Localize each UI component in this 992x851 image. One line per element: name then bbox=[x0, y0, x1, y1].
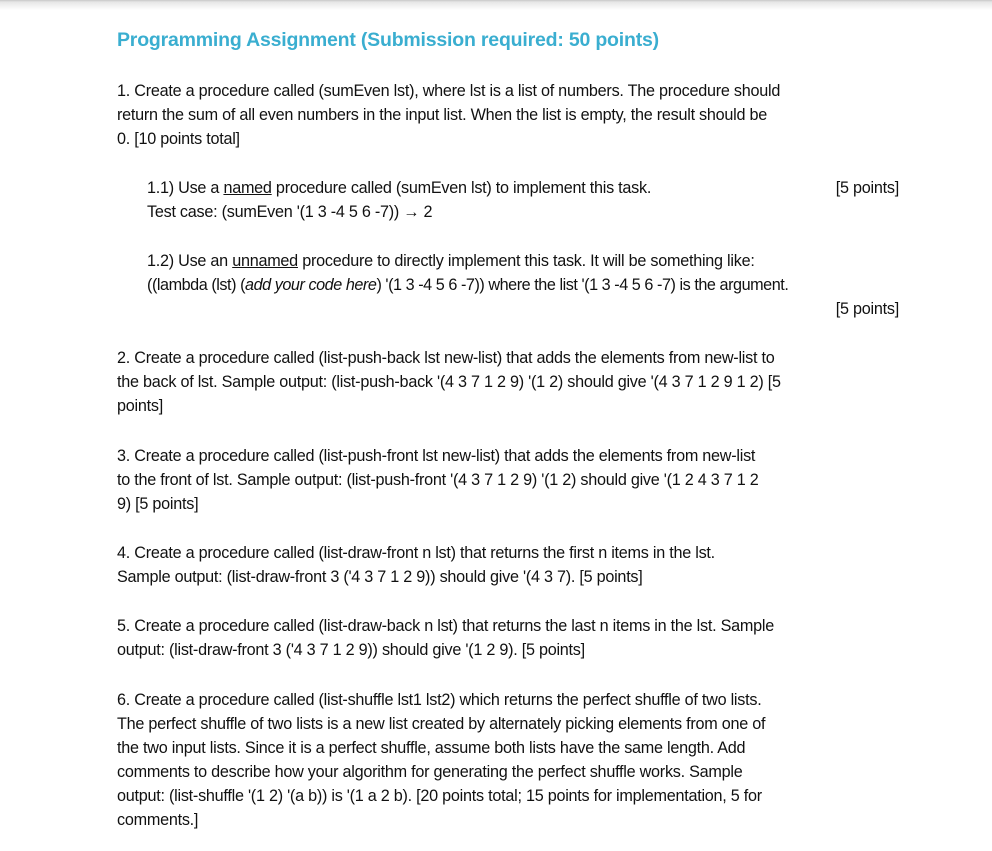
q1-1-suffix: procedure called (sumEven lst) to implement this task. bbox=[271, 179, 652, 197]
q6-line-4: comments to describe how your algorithm for generating the perfect shuffle works. Sample bbox=[117, 763, 743, 781]
q1-1-points: [5 points] bbox=[835, 179, 899, 197]
q1-2-points: [5 points] bbox=[835, 300, 899, 318]
question-6 bbox=[117, 688, 902, 832]
q1-2-code-post: ) '(1 3 -4 5 6 -7)) where the list '(1 3 -4 5 6 -7) is the argument. bbox=[376, 276, 789, 294]
q2-line-1: 2. Create a procedure called (list-push-back lst new-list) that adds the elements from new-list to bbox=[117, 349, 775, 367]
q5-line-2: output: (list-draw-front 3 ('4 3 7 1 2 9)) should give '(1 2 9). [5 points] bbox=[117, 641, 585, 659]
question-5 bbox=[117, 614, 902, 662]
q1-1-prefix: 1.1) Use a bbox=[147, 179, 224, 197]
q2-line-3: points] bbox=[117, 397, 163, 415]
q5-line-1: 5. Create a procedure called (list-draw-back n lst) that returns the last n items in the lst. Sample bbox=[117, 617, 774, 635]
q3-line-2: to the front of lst. Sample output: (list-push-front '(4 3 7 1 2 9) '(1 2) should give '(1 2 4 3 7 1 2 bbox=[117, 471, 759, 489]
question-1-2 bbox=[147, 249, 899, 321]
q1-1-test-case: Test case: (sumEven '(1 3 -4 5 6 -7)) → 2 bbox=[147, 203, 433, 221]
q1-1-line-1 bbox=[147, 176, 899, 200]
q1-2-prefix: 1.2) Use an bbox=[147, 252, 233, 270]
q1-line-1: 1. Create a procedure called (sumEven lst), where lst is a list of numbers. The procedure should bbox=[117, 82, 781, 100]
q1-2-emphasis: unnamed bbox=[232, 252, 298, 270]
q1-2-line-2 bbox=[147, 273, 899, 297]
q3-line-1: 3. Create a procedure called (list-push-front lst new-list) that adds the elements from new-list bbox=[117, 447, 756, 465]
q1-2-code-pre: ((lambda (lst) ( bbox=[147, 276, 246, 294]
q6-line-2: The perfect shuffle of two lists is a new list created by alternately picking elements from one of bbox=[117, 715, 766, 733]
q1-2-line-1 bbox=[147, 249, 899, 273]
q1-line-3: 0. [10 points total] bbox=[117, 130, 240, 148]
q6-line-1: 6. Create a procedure called (list-shuffle lst1 lst2) which returns the perfect shuffle of two lists. bbox=[117, 691, 762, 709]
q1-2-suffix: procedure to directly implement this task. It will be something like: bbox=[297, 252, 755, 270]
question-1-1 bbox=[147, 176, 899, 224]
page-top-shadow bbox=[0, 0, 992, 10]
question-1 bbox=[117, 79, 902, 151]
q6-line-5: output: (list-shuffle '(1 2) '(a b)) is '(1 a 2 b). [20 points total; 15 points for implementation, 5 for bbox=[117, 787, 762, 805]
q4-line-1: 4. Create a procedure called (list-draw-front n lst) that returns the first n items in the lst. bbox=[117, 544, 715, 562]
question-2 bbox=[117, 346, 902, 418]
assignment-title: Programming Assignment (Submission required: 50 points) bbox=[117, 29, 659, 51]
question-4 bbox=[117, 541, 902, 589]
question-3 bbox=[117, 444, 902, 516]
q2-line-2: the back of lst. Sample output: (list-push-back '(4 3 7 1 2 9) '(1 2) should give '(4 3 7 1 2 9 1 2) [5 bbox=[117, 373, 781, 391]
q1-1-emphasis: named bbox=[223, 179, 272, 197]
q4-line-2: Sample output: (list-draw-front 3 ('4 3 7 1 2 9)) should give '(4 3 7). [5 points] bbox=[117, 568, 643, 586]
q6-line-6: comments.] bbox=[117, 811, 199, 829]
q3-line-3: 9) [5 points] bbox=[117, 495, 199, 513]
q1-line-2: return the sum of all even numbers in the input list. When the list is empty, the result should be bbox=[117, 106, 768, 124]
q1-2-code-placeholder: add your code here bbox=[245, 276, 377, 294]
q6-line-3: the two input lists. Since it is a perfect shuffle, assume both lists have the same length. Add bbox=[117, 739, 746, 757]
